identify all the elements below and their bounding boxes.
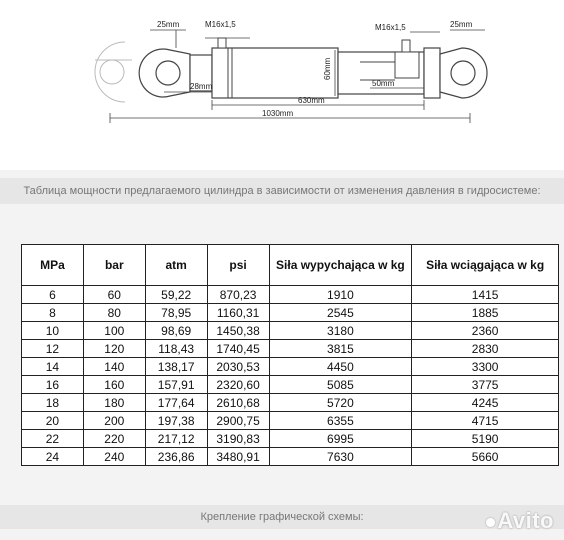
table-cell: 200 [83,412,145,430]
fitting-left [218,38,226,48]
table-cell: 157,91 [145,376,207,394]
table-cell: 20 [22,412,84,430]
table-area [0,210,564,500]
table-row [22,286,559,304]
table-cell: 160 [83,376,145,394]
table-row [22,448,559,466]
table-cell: 2030,53 [207,358,269,376]
table-cell: 118,43 [145,340,207,358]
table-cell: 180 [83,394,145,412]
table-cell: 100 [83,322,145,340]
table-row [22,376,559,394]
table-cell: 197,38 [145,412,207,430]
table-cell: 22 [22,430,84,448]
table-cell: 6355 [269,412,412,430]
dim-left-eye-label: 25mm [157,20,180,29]
table-cell: 78,95 [145,304,207,322]
table-cell: 3480,91 [207,448,269,466]
fitting-block [395,52,419,78]
table-cell: 240 [83,448,145,466]
table-cell: 14 [22,358,84,376]
table-cell: 2320,60 [207,376,269,394]
header-mpa: MPa [22,245,84,286]
cylinder-diagram [0,0,564,170]
header-push-force: Siła wypychająca w kg [269,245,412,286]
table-row [22,340,559,358]
pressure-table [21,244,559,466]
table-body [22,286,559,466]
dim-total-label: 1030mm [262,109,294,118]
table-caption: Таблица мощности предлагаемого цилиндра в зависимости от изменения давления в гидросистеме: [0,178,564,204]
table-row [22,430,559,448]
fitting-right [402,40,410,52]
table-row [22,304,559,322]
table-cell: 16 [22,376,84,394]
dim-body-label: 60mm [323,57,332,80]
table-cell: 1450,38 [207,322,269,340]
table-row [22,412,559,430]
table-cell: 1740,45 [207,340,269,358]
table-cell: 236,86 [145,448,207,466]
table-cell: 5720 [269,394,412,412]
header-pull-force: Siła wciągająca w kg [412,245,559,286]
table-cell: 59,22 [145,286,207,304]
end-cap [424,48,440,98]
watermark-text: Avito [497,508,554,533]
table-header-row [22,245,559,286]
dim-right-eye-label: 25mm [450,20,473,29]
table-cell: 3190,83 [207,430,269,448]
table-cell: 1885 [412,304,559,322]
right-eye [440,48,487,98]
table-cell: 5190 [412,430,559,448]
table-cell: 3815 [269,340,412,358]
dim-rod-label: 28mm [190,82,213,91]
table-cell: 3775 [412,376,559,394]
table-cell: 98,69 [145,322,207,340]
dim-stroke-label: 630mm [298,96,325,105]
thread-right-label: M16x1,5 [375,23,406,32]
table-cell: 4715 [412,412,559,430]
header-bar: bar [83,245,145,286]
table-cell: 6995 [269,430,412,448]
table-cell: 2830 [412,340,559,358]
table-cell: 2900,75 [207,412,269,430]
table-cell: 5660 [412,448,559,466]
table-cell: 2545 [269,304,412,322]
table-cell: 1910 [269,286,412,304]
table-cell: 217,12 [145,430,207,448]
header-psi: psi [207,245,269,286]
table-cell: 24 [22,448,84,466]
dim-end-label: 50mm [372,79,395,88]
table-cell: 138,17 [145,358,207,376]
table-cell: 4450 [269,358,412,376]
table-cell: 2360 [412,322,559,340]
table-cell: 5085 [269,376,412,394]
table-cell: 1415 [412,286,559,304]
table-cell: 3300 [412,358,559,376]
table-cell: 120 [83,340,145,358]
cylinder-drawing [0,0,564,170]
avito-watermark [486,508,554,534]
table-cell: 3180 [269,322,412,340]
table-cell: 4245 [412,394,559,412]
table-cell: 2610,68 [207,394,269,412]
avito-logo-icon [486,518,495,527]
scheme-caption: Крепление графической схемы: [0,505,564,529]
ghost-eye [95,42,132,102]
table-cell: 177,64 [145,394,207,412]
table-cell: 6 [22,286,84,304]
table-cell: 8 [22,304,84,322]
table-cell: 12 [22,340,84,358]
header-atm: atm [145,245,207,286]
table-row [22,322,559,340]
table-row [22,358,559,376]
table-cell: 220 [83,430,145,448]
table-cell: 7630 [269,448,412,466]
thread-left-label: M16x1,5 [205,20,236,29]
table-row [22,394,559,412]
left-eye [139,49,190,97]
table-cell: 10 [22,322,84,340]
table-cell: 80 [83,304,145,322]
table-cell: 60 [83,286,145,304]
table-cell: 18 [22,394,84,412]
table-cell: 870,23 [207,286,269,304]
table-cell: 140 [83,358,145,376]
table-cell: 1160,31 [207,304,269,322]
cylinder-body [212,48,338,98]
